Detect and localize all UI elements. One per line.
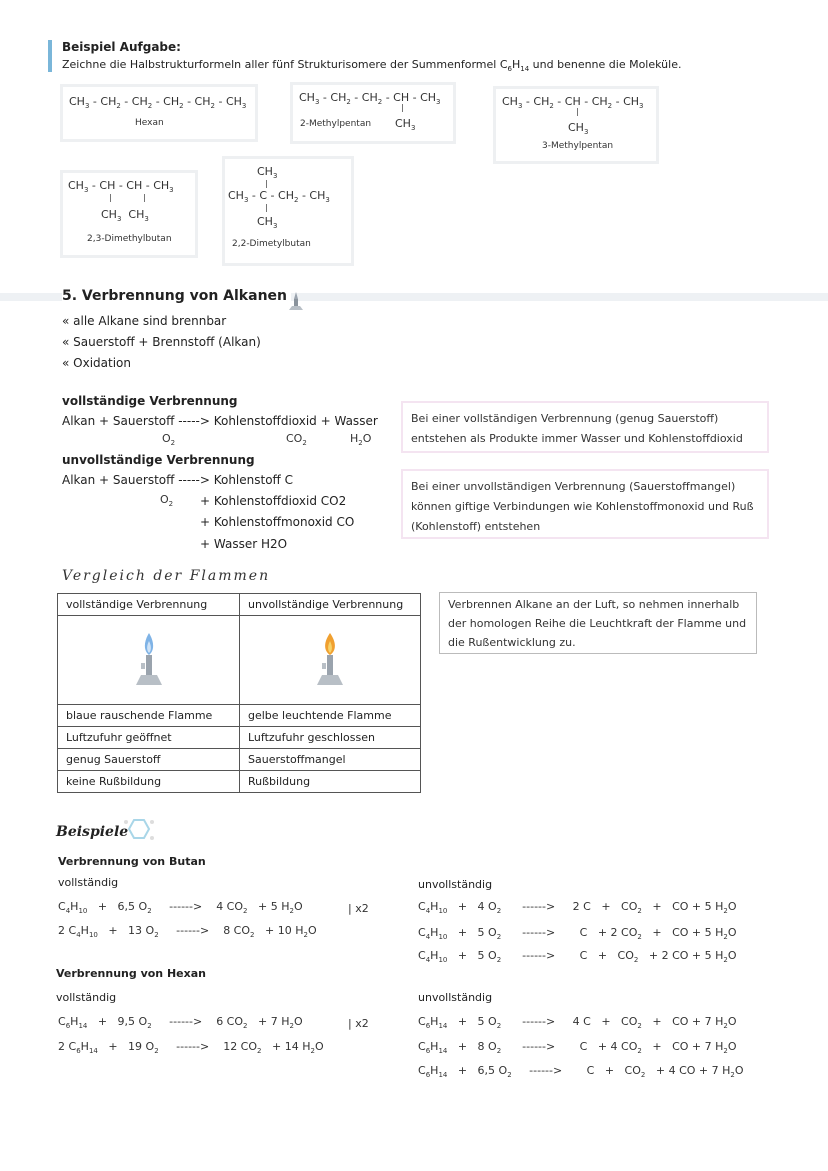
table-header: vollständige Verbrennung: [58, 594, 240, 616]
isomer-3-methylpentan: [493, 86, 659, 164]
equation-row: $C_6H_{14} + 5$ $O_2$ ------> 4 $C + CO_2$ + CO + 7 $H_2O$: [418, 1015, 737, 1030]
isomer-branch: $CH_3$: [257, 165, 278, 180]
molecule-doodle-icon: [122, 816, 158, 847]
isomer-branch: $CH_3$: [568, 121, 589, 136]
isomer-formula: $CH_3 - CH_2$ - CH - $CH_2 - CH_3$: [502, 95, 644, 110]
hexane-incomplete-label: unvollständig: [418, 991, 493, 1004]
isomer-formula: $CH_3 - CH_2 - CH_2 - CH_2 - CH_2 - CH_3$: [69, 95, 247, 110]
isomer-hexan: [60, 84, 258, 142]
incomplete-product: + Kohlenstoffmonoxid CO: [200, 515, 355, 529]
butane-factor: | x2: [348, 902, 369, 915]
equation-row: $C_4H_{10} + 5$ $O_2$ ------> C + 2 $CO_2$ + CO + 5 $H_2O$: [418, 926, 737, 941]
table-header: unvollständige Verbrennung: [240, 594, 421, 616]
equation-row: 2 $C_6H_{14} + 19$ $O_2$ ------> 12 $CO_2 + 14$ $H_2O$: [58, 1040, 324, 1055]
isomer-2-methylpentan: [290, 82, 456, 144]
examples-title: Beispiele: [56, 824, 129, 840]
incomplete-note: Bei einer unvollständigen Verbrennung (Sauerstoffmangel) können giftige Verbindungen wie Kohlenstoffmonoxid und Ruß (Kohlenstoff) entstehen: [401, 469, 769, 539]
complete-formula: $H_2O$: [350, 432, 372, 447]
equation-row: 2 $C_4H_{10} + 13$ $O_2$ ------> 8 $CO_2 + 10$ $H_2O$: [58, 924, 317, 939]
bullet-item: « Sauerstoff + Brennstoff (Alkan): [62, 335, 261, 349]
incomplete-formula: $O_2$: [160, 493, 174, 508]
yellow-flame-cell: [240, 616, 421, 705]
butane-heading: Verbrennung von Butan: [58, 855, 206, 868]
complete-note: Bei einer vollständigen Verbrennung (genug Sauerstoff) entstehen als Produkte immer Wasser und Kohlenstoffdioxid: [401, 401, 769, 453]
table-cell: keine Rußbildung: [58, 771, 240, 793]
bunsen-burner-yellow-icon: [310, 627, 350, 691]
table-cell: Luftzufuhr geschlossen: [240, 727, 421, 749]
incomplete-equation: Alkan + Sauerstoff -----> Kohlenstoff C: [62, 473, 294, 487]
table-cell: gelbe leuchtende Flamme: [240, 705, 421, 727]
isomer-branch-bond: |: [576, 107, 579, 116]
equation-row: $C_4H_{10} + 6,5$ $O_2$ ------> 4 $CO_2 + 5$ $H_2O$: [58, 900, 303, 915]
isomer-formula: $CH_3$ - C - $CH_2 - CH_3$: [228, 189, 330, 204]
flame-comparison-table: [57, 593, 421, 793]
flames-title: Vergleich der Flammen: [62, 568, 271, 584]
section5-title: 5. Verbrennung von Alkanen: [62, 288, 291, 304]
isomer-branch-bond: |: [109, 193, 112, 202]
bullet-item: « Oxidation: [62, 356, 131, 370]
blue-flame-cell: [58, 616, 240, 705]
butane-complete-label: vollständig: [58, 876, 119, 889]
complete-equation: Alkan + Sauerstoff -----> Kohlenstoffdioxid + Wasser: [62, 414, 378, 428]
incomplete-product: + Wasser H2O: [200, 537, 288, 551]
task-title: Beispiel Aufgabe:: [62, 40, 181, 54]
equation-row: $C_4H_{10} + 4$ $O_2$ ------> 2 $C + CO_2$ + CO + 5 $H_2O$: [418, 900, 737, 915]
equation-row: $C_6H_{14} + 9,5$ $O_2$ ------> 6 $CO_2 + 7$ $H_2O$: [58, 1015, 303, 1030]
isomer-name: 2,2-Dimetylbutan: [232, 239, 311, 249]
complete-formula: $O_2$: [162, 432, 176, 447]
isomer-branch: $CH_3$ $CH_3$: [101, 208, 149, 223]
table-cell: blaue rauschende Flamme: [58, 705, 240, 727]
hexane-heading: Verbrennung von Hexan: [56, 967, 206, 980]
isomer-2-3-dimethylbutan: [60, 170, 198, 258]
table-cell: Rußbildung: [240, 771, 421, 793]
table-cell: Luftzufuhr geöffnet: [58, 727, 240, 749]
isomer-branch-bond: |: [401, 103, 404, 112]
isomer-formula: $CH_3 - CH_2 - CH_2$ - CH - $CH_3$: [299, 91, 441, 106]
hexane-factor: | x2: [348, 1017, 369, 1030]
isomer-name: Hexan: [135, 118, 164, 128]
isomer-name: 2,3-Dimethylbutan: [87, 234, 172, 244]
isomer-branch: $CH_3$: [395, 117, 416, 132]
butane-incomplete-label: unvollständig: [418, 878, 493, 891]
incomplete-product: + Kohlenstoffdioxid CO2: [200, 494, 347, 508]
isomer-branch-bond: |: [265, 203, 268, 212]
equation-row: $C_6H_{14} + 6,5$ $O_2$ ------> $C + CO_2 + 4$ CO + 7 $H_2O$: [418, 1064, 744, 1079]
equation-row: $C_4H_{10} + 5$ $O_2$ ------> $C + CO_2 + 2$ CO + 5 $H_2O$: [418, 949, 737, 964]
equation-row: $C_6H_{14} + 8$ $O_2$ ------> C + 4 $CO_2$ + CO + 7 $H_2O$: [418, 1040, 737, 1055]
isomer-2-2-dimetylbutan: [222, 156, 354, 266]
isomer-branch-bond: |: [143, 193, 146, 202]
isomer-branch: $CH_3$: [257, 215, 278, 230]
isomer-name: 3-Methylpentan: [542, 141, 614, 151]
bunsen-burner-blue-icon: [129, 627, 169, 691]
flames-note: Verbrennen Alkane an der Luft, so nehmen innerhalb der homologen Reihe die Leuchtkraft der Flamme und die Rußentwicklung zu.: [439, 592, 757, 654]
isomer-branch-bond: |: [265, 179, 268, 188]
table-cell: Sauerstoffmangel: [240, 749, 421, 771]
task-instruction: Zeichne die Halbstrukturformeln aller fünf Strukturisomere der Summenformel $C_6H_{14}$ und benenne die Moleküle.: [62, 58, 682, 73]
isomer-formula: $CH_3$ - CH - CH - $CH_3$: [68, 179, 174, 194]
bullet-item: « alle Alkane sind brennbar: [62, 314, 227, 328]
complete-heading: vollständige Verbrennung: [62, 394, 238, 408]
hexane-complete-label: vollständig: [56, 991, 117, 1004]
table-cell: genug Sauerstoff: [58, 749, 240, 771]
isomer-name: 2-Methylpentan: [300, 119, 372, 129]
task-accent-bar: [48, 40, 52, 72]
burner-icon: [286, 290, 306, 315]
complete-formula: $CO_2$: [286, 432, 307, 447]
incomplete-heading: unvollständige Verbrennung: [62, 453, 255, 467]
